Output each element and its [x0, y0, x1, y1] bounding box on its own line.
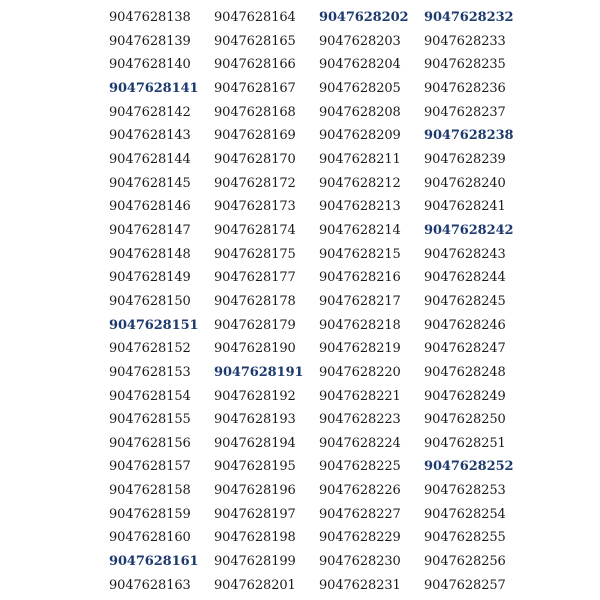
phone-number: 9047628175 — [214, 246, 296, 262]
phone-number: 9047628253 — [424, 483, 506, 499]
phone-number: 9047628150 — [109, 293, 191, 309]
highlighted-phone-number: 9047628141 — [109, 80, 199, 96]
phone-number: 9047628255 — [424, 530, 506, 546]
phone-number: 9047628212 — [319, 175, 401, 191]
phone-number: 9047628142 — [109, 104, 191, 120]
phone-number: 9047628231 — [319, 577, 401, 593]
phone-number: 9047628173 — [214, 199, 296, 215]
phone-number: 9047628163 — [109, 577, 191, 593]
phone-number: 9047628167 — [214, 80, 296, 96]
phone-number: 9047628198 — [214, 530, 296, 546]
phone-number: 9047628247 — [424, 341, 506, 357]
phone-number: 9047628157 — [109, 459, 191, 475]
highlighted-phone-number: 9047628151 — [109, 317, 199, 333]
phone-number: 9047628223 — [319, 412, 401, 428]
number-column-3 — [319, 6, 424, 597]
phone-number: 9047628195 — [214, 459, 296, 475]
phone-number: 9047628240 — [424, 175, 506, 191]
phone-number: 9047628193 — [214, 412, 296, 428]
phone-number: 9047628153 — [109, 364, 191, 380]
phone-number: 9047628143 — [109, 128, 191, 144]
phone-number: 9047628194 — [214, 435, 296, 451]
phone-number: 9047628159 — [109, 506, 191, 522]
phone-number: 9047628235 — [424, 57, 506, 73]
phone-number: 9047628246 — [424, 317, 506, 333]
phone-number: 9047628165 — [214, 33, 296, 49]
phone-number: 9047628197 — [214, 506, 296, 522]
highlighted-phone-number: 9047628202 — [319, 10, 409, 25]
phone-number: 9047628178 — [214, 293, 296, 309]
phone-number: 9047628241 — [424, 199, 506, 215]
phone-number: 9047628249 — [424, 388, 506, 404]
phone-number: 9047628220 — [319, 364, 401, 380]
phone-number: 9047628154 — [109, 388, 191, 404]
phone-number: 9047628257 — [424, 577, 506, 593]
phone-number: 9047628140 — [109, 57, 191, 73]
phone-number: 9047628227 — [319, 506, 401, 522]
highlighted-phone-number: 9047628232 — [424, 10, 514, 25]
phone-number: 9047628199 — [214, 554, 296, 570]
phone-number: 9047628215 — [319, 246, 401, 262]
phone-number: 9047628164 — [214, 10, 296, 25]
phone-number: 9047628146 — [109, 199, 191, 215]
phone-number: 9047628243 — [424, 246, 506, 262]
phone-number: 9047628177 — [214, 270, 296, 286]
phone-number: 9047628251 — [424, 435, 506, 451]
phone-number: 9047628254 — [424, 506, 506, 522]
phone-number: 9047628205 — [319, 80, 401, 96]
phone-number: 9047628237 — [424, 104, 506, 120]
phone-number: 9047628156 — [109, 435, 191, 451]
phone-number: 9047628145 — [109, 175, 191, 191]
number-column-1 — [109, 6, 214, 597]
phone-number: 9047628203 — [319, 33, 401, 49]
phone-number: 9047628169 — [214, 128, 296, 144]
highlighted-phone-number: 9047628161 — [109, 554, 199, 570]
phone-number: 9047628168 — [214, 104, 296, 120]
phone-number: 9047628226 — [319, 483, 401, 499]
phone-number: 9047628148 — [109, 246, 191, 262]
phone-number: 9047628139 — [109, 33, 191, 49]
phone-number: 9047628144 — [109, 151, 191, 167]
number-column-2 — [214, 6, 319, 597]
highlighted-phone-number: 9047628242 — [424, 222, 514, 238]
phone-number: 9047628216 — [319, 270, 401, 286]
phone-number: 9047628225 — [319, 459, 401, 475]
phone-number: 9047628166 — [214, 57, 296, 73]
phone-number: 9047628196 — [214, 483, 296, 499]
phone-number: 9047628213 — [319, 199, 401, 215]
phone-number: 9047628219 — [319, 341, 401, 357]
phone-number: 9047628245 — [424, 293, 506, 309]
phone-number: 9047628152 — [109, 341, 191, 357]
phone-number: 9047628236 — [424, 80, 506, 96]
phone-number: 9047628160 — [109, 530, 191, 546]
phone-number: 9047628239 — [424, 151, 506, 167]
highlighted-phone-number: 9047628252 — [424, 459, 514, 475]
number-column-4 — [424, 6, 529, 597]
phone-number: 9047628233 — [424, 33, 506, 49]
phone-number: 9047628211 — [319, 151, 401, 167]
phone-number: 9047628170 — [214, 151, 296, 167]
phone-number: 9047628174 — [214, 222, 296, 238]
phone-number: 9047628248 — [424, 364, 506, 380]
phone-number: 9047628149 — [109, 270, 191, 286]
phone-number: 9047628221 — [319, 388, 401, 404]
phone-number: 9047628244 — [424, 270, 506, 286]
phone-number: 9047628209 — [319, 128, 401, 144]
phone-number: 9047628155 — [109, 412, 191, 428]
highlighted-phone-number: 9047628191 — [214, 364, 304, 380]
highlighted-phone-number: 9047628238 — [424, 128, 514, 144]
number-grid — [109, 6, 529, 597]
phone-number: 9047628158 — [109, 483, 191, 499]
phone-number: 9047628204 — [319, 57, 401, 73]
phone-number: 9047628192 — [214, 388, 296, 404]
phone-number: 9047628217 — [319, 293, 401, 309]
phone-number: 9047628138 — [109, 10, 191, 25]
phone-number: 9047628172 — [214, 175, 296, 191]
phone-number: 9047628201 — [214, 577, 296, 593]
phone-number: 9047628190 — [214, 341, 296, 357]
phone-number: 9047628179 — [214, 317, 296, 333]
phone-number: 9047628256 — [424, 554, 506, 570]
phone-number: 9047628208 — [319, 104, 401, 120]
phone-number: 9047628214 — [319, 222, 401, 238]
phone-number: 9047628147 — [109, 222, 191, 238]
phone-number: 9047628250 — [424, 412, 506, 428]
phone-number: 9047628218 — [319, 317, 401, 333]
phone-number: 9047628229 — [319, 530, 401, 546]
phone-number: 9047628230 — [319, 554, 401, 570]
phone-number: 9047628224 — [319, 435, 401, 451]
